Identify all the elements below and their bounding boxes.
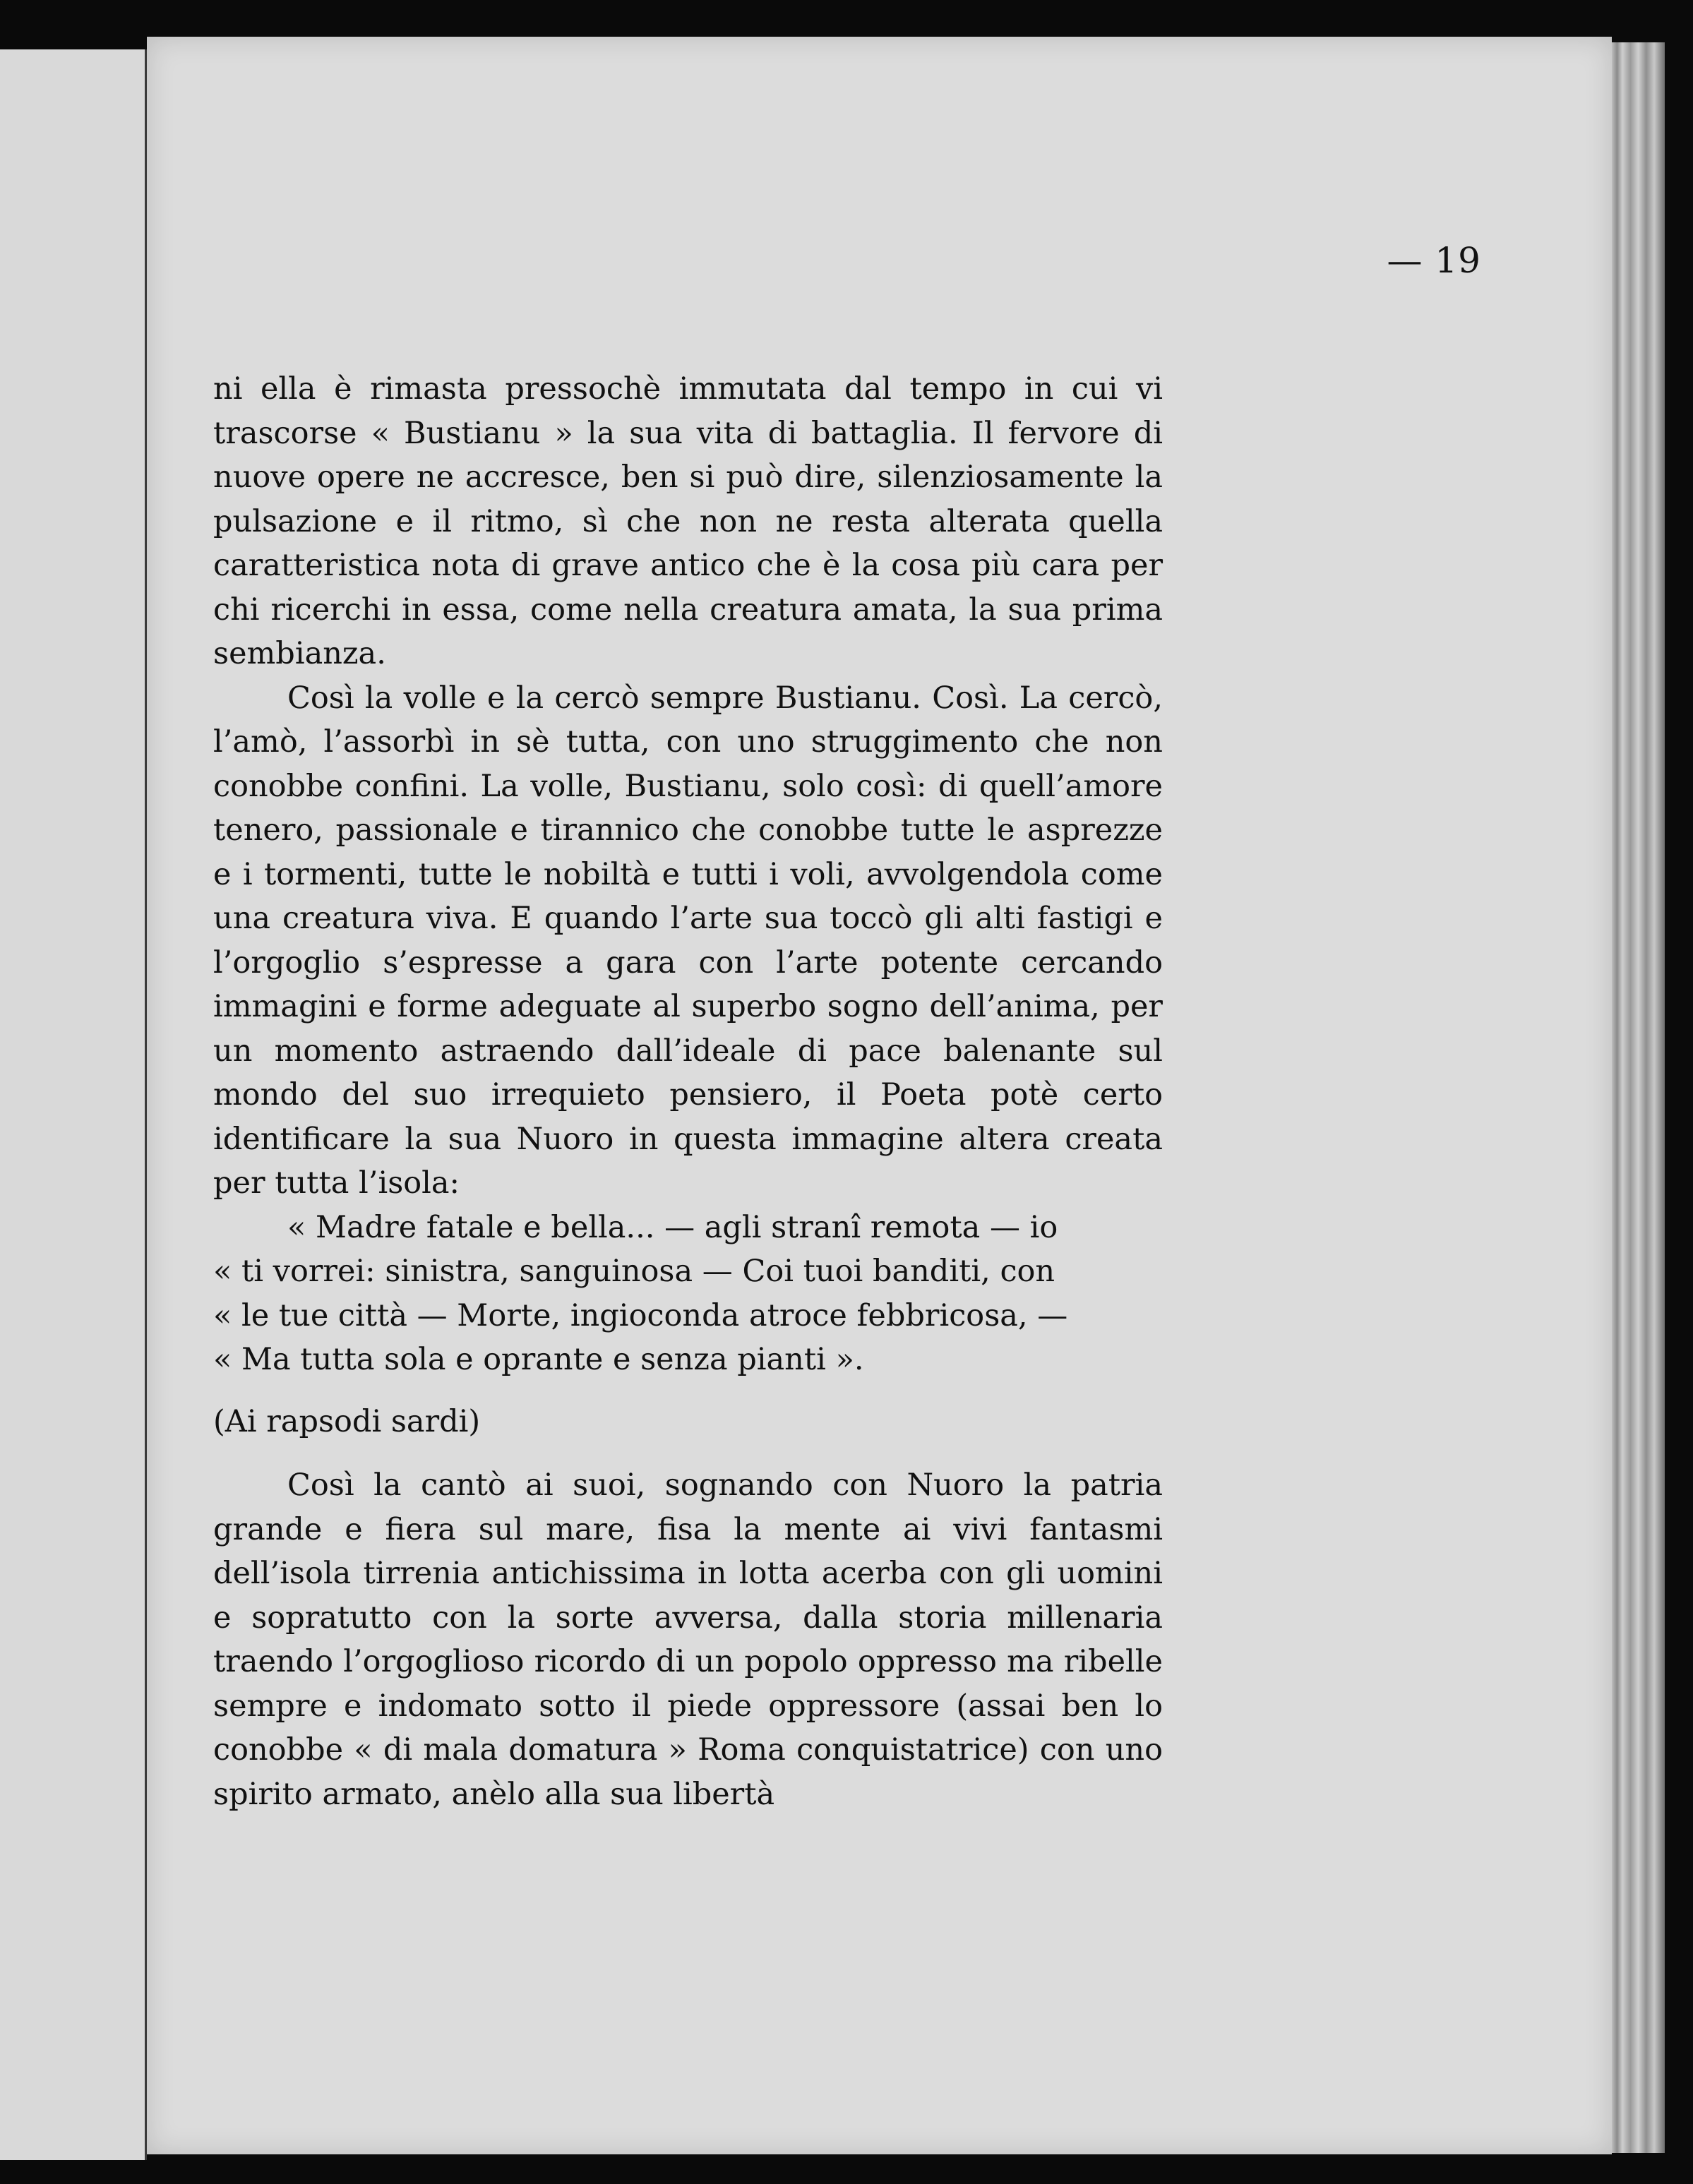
verse-line: « Madre fatale e bella... — agli stranî remota — io <box>287 1209 1058 1245</box>
page-stack-edge <box>1612 42 1665 2153</box>
paragraph: Così la cantò ai suoi, sognando con Nuoro la patria grande e fiera sul mare, fisa la mente ai vivi fantasmi dell’isola tirrenia antichissima in lotta acerba con gli uomini e sopratutto con la sorte avversa, dalla storia millenaria traendo l’orgoglioso ricordo di un popolo oppresso ma ribelle sempre e indomato sotto il piede oppressore (assai ben lo conobbe « di mala domatura » Roma conquistatrice) con uno spirito armato, anèlo alla sua libertà <box>213 1468 1163 1812</box>
verse-line: « ti vorrei: sinistra, sanguinosa — Coi tuoi banditi, con <box>213 1254 1055 1289</box>
verse-line: « Ma tutta sola e oprante e senza pianti ». <box>213 1342 864 1377</box>
body-text <box>213 367 1163 1816</box>
left-page-edge <box>0 49 147 2160</box>
page-number: — 19 <box>1387 240 1481 281</box>
paragraph: Così la volle e la cercò sempre Bustianu. Così. La cercò, l’amò, l’assorbì in sè tutta, con uno struggimento che non conobbe confini. La volle, Bustianu, solo così: di quell’amore tenero, passionale e tirannico che conobbe tutte le asprezze e i tormenti, tutte le nobiltà e tutti i voli, avvolgendola come una creatura viva. E quando l’arte sua toccò gli alti fastigi e l’orgoglio s’espresse a gara con l’arte potente cercando immagini e forme adeguate al superbo sogno dell’anima, per un momento astraendo dall’ideale di pace balenante sul mondo del suo irrequieto pensiero, il Poeta potè certo identificare la sua Nuoro in questa immagine altera creata per tutta l’isola: <box>213 680 1163 1201</box>
paragraph: ni ella è rimasta pressochè immutata dal tempo in cui vi trascorse « Bustianu » la sua vita di battaglia. Il fervore di nuove opere ne accresce, ben si può dire, silenziosamente la pulsazione e il ritmo, sì che non ne resta alterata quella caratteristica nota di grave antico che è la cosa più cara per chi ricerchi in essa, come nella creatura amata, la sua prima sembianza. <box>213 371 1163 671</box>
quote-source: (Ai rapsodi sardi) <box>213 1403 481 1439</box>
verse-line: « le tue città — Morte, ingioconda atroce febbricosa, — <box>213 1297 1068 1333</box>
verse-quote <box>213 1206 1163 1382</box>
